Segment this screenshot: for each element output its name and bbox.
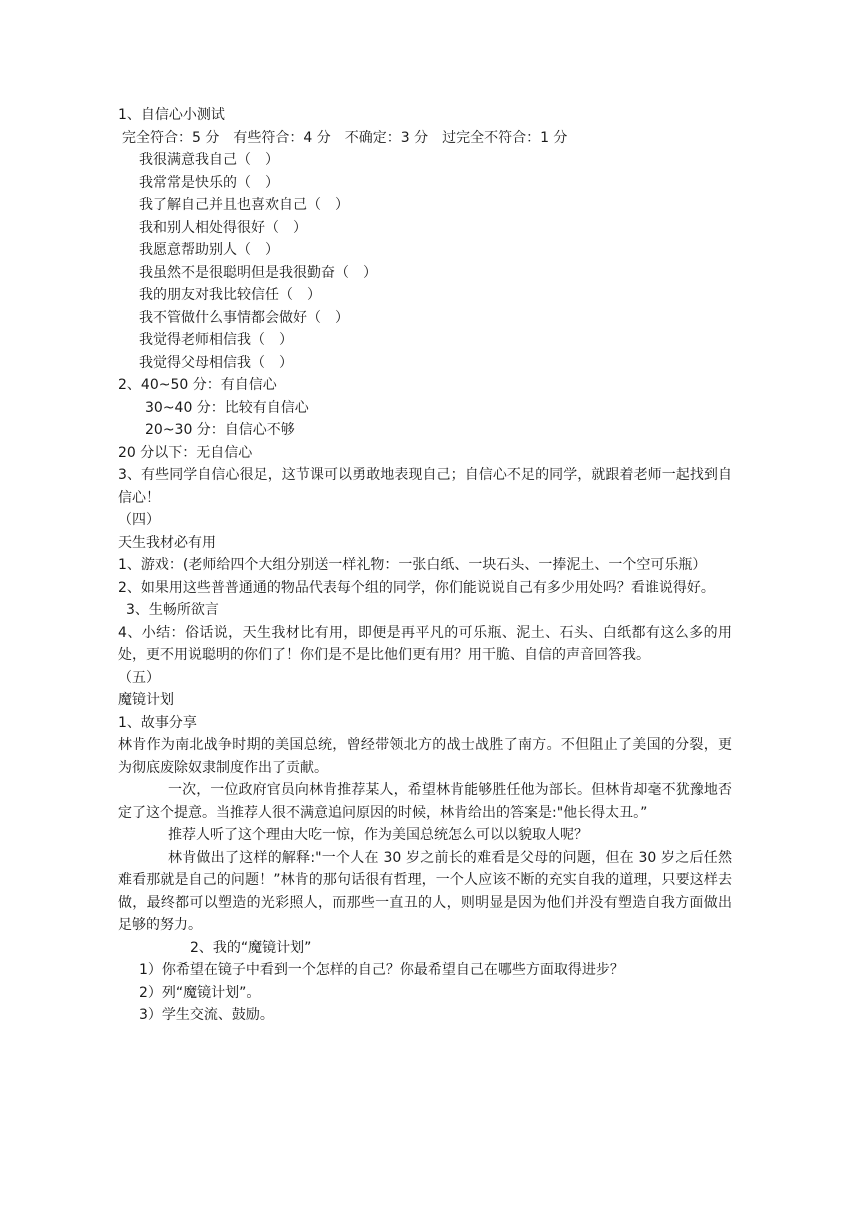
section-title-self-confidence-test: 1、自信心小测试 bbox=[118, 107, 225, 123]
part-title: 天生我材必有用 bbox=[118, 534, 216, 551]
test-item: 我不管做什么事情都会做好（ ） bbox=[139, 309, 349, 326]
score-range: 30~40 分：比较有自信心 bbox=[145, 399, 309, 416]
plan-item: 3）学生交流、鼓励。 bbox=[139, 1007, 274, 1023]
test-item: 我的朋友对我比较信任（ ） bbox=[139, 287, 321, 303]
story-paragraph: 推荐人听了这个理由大吃一惊，作为美国总统怎么可以以貌取人呢？ bbox=[168, 827, 588, 843]
test-item: 我和别人相处得很好（ ） bbox=[139, 219, 307, 236]
paragraph: 1、游戏：(老师给四个大组分别送一样礼物：一张白纸、一块石头、一捧泥土、一个空可乐瓶） bbox=[118, 557, 707, 573]
story-paragraph: 林肯作为南北战争时期的美国总统，曾经带领北方的战士战胜了南方。不但阻止了美国的分裂，更为彻底废除奴隶制度作出了贡献。 bbox=[118, 737, 732, 776]
story-paragraph: 林肯做出了这样的解释:"一个人在 30 岁之前长的难看是父母的问题，但在 30 岁之后任然难看那就是自己的问题！”林肯的那句话很有哲理，一个人应该不断的充实自我的道理，只要这样去做，最终都可以塑造的光彩照人，而那些一直丑的人，则明显是因为他们并没有塑造自我方面做出足够的努力。 bbox=[118, 849, 732, 933]
paragraph: 3、生畅所欲言 bbox=[126, 602, 219, 618]
part-title: 魔镜计划 bbox=[118, 692, 174, 708]
test-item: 我常常是快乐的（ ） bbox=[139, 174, 279, 191]
test-item: 我很满意我自己（ ） bbox=[139, 152, 279, 168]
paragraph: 3、有些同学自信心很足，这节课可以勇敢地表现自己；自信心不足的同学，就跟着老师一起找到自信心！ bbox=[118, 467, 732, 506]
score-range: 20 分以下：无自信心 bbox=[118, 444, 253, 461]
score-range: 20~30 分：自信心不够 bbox=[145, 422, 295, 438]
test-item: 我觉得老师相信我（ ） bbox=[139, 332, 293, 348]
story-paragraph: 一次，一位政府官员向林肯推荐某人，希望林肯能够胜任他为部长。但林肯却毫不犹豫地否定了这个提意。当推荐人很不满意追问原因的时候，林肯给出的答案是:"他长得太丑。” bbox=[118, 782, 732, 821]
subsection-title: 1、故事分享 bbox=[118, 714, 197, 731]
part-label: （四） bbox=[118, 512, 160, 528]
test-item: 我虽然不是很聪明但是我很勤奋（ ） bbox=[139, 264, 377, 281]
test-item: 我了解自己并且也喜欢自己（ ） bbox=[139, 197, 349, 213]
test-item: 我觉得父母相信我（ ） bbox=[139, 354, 293, 371]
plan-item: 2）列“魔镜计划”。 bbox=[139, 984, 261, 1001]
plan-item: 1）你希望在镜子中看到一个怎样的自己？你最希望自己在哪些方面取得进步？ bbox=[139, 962, 624, 978]
document-page bbox=[118, 104, 732, 1027]
paragraph: 2、如果用这些普普通通的物品代表每个组的同学，你们能说说自己有多少用处吗？看谁说得好。 bbox=[118, 579, 715, 596]
part-label: （五） bbox=[118, 669, 160, 686]
test-item: 我愿意帮助别人（ ） bbox=[139, 242, 279, 258]
paragraph: 4、小结：俗话说，天生我材比有用，即便是再平凡的可乐瓶、泥土、石头、白纸都有这么多的用处，更不用说聪明的你们了！你们是不是比他们更有用？用干脆、自信的声音回答我。 bbox=[118, 624, 732, 663]
score-range: 2、40~50 分：有自信心 bbox=[118, 377, 277, 393]
subsection-title: 2、我的“魔镜计划” bbox=[190, 939, 312, 956]
scoring-scale: 完全符合：5 分 有些符合：4 分 不确定：3 分 过完全不符合：1 分 bbox=[122, 129, 568, 146]
